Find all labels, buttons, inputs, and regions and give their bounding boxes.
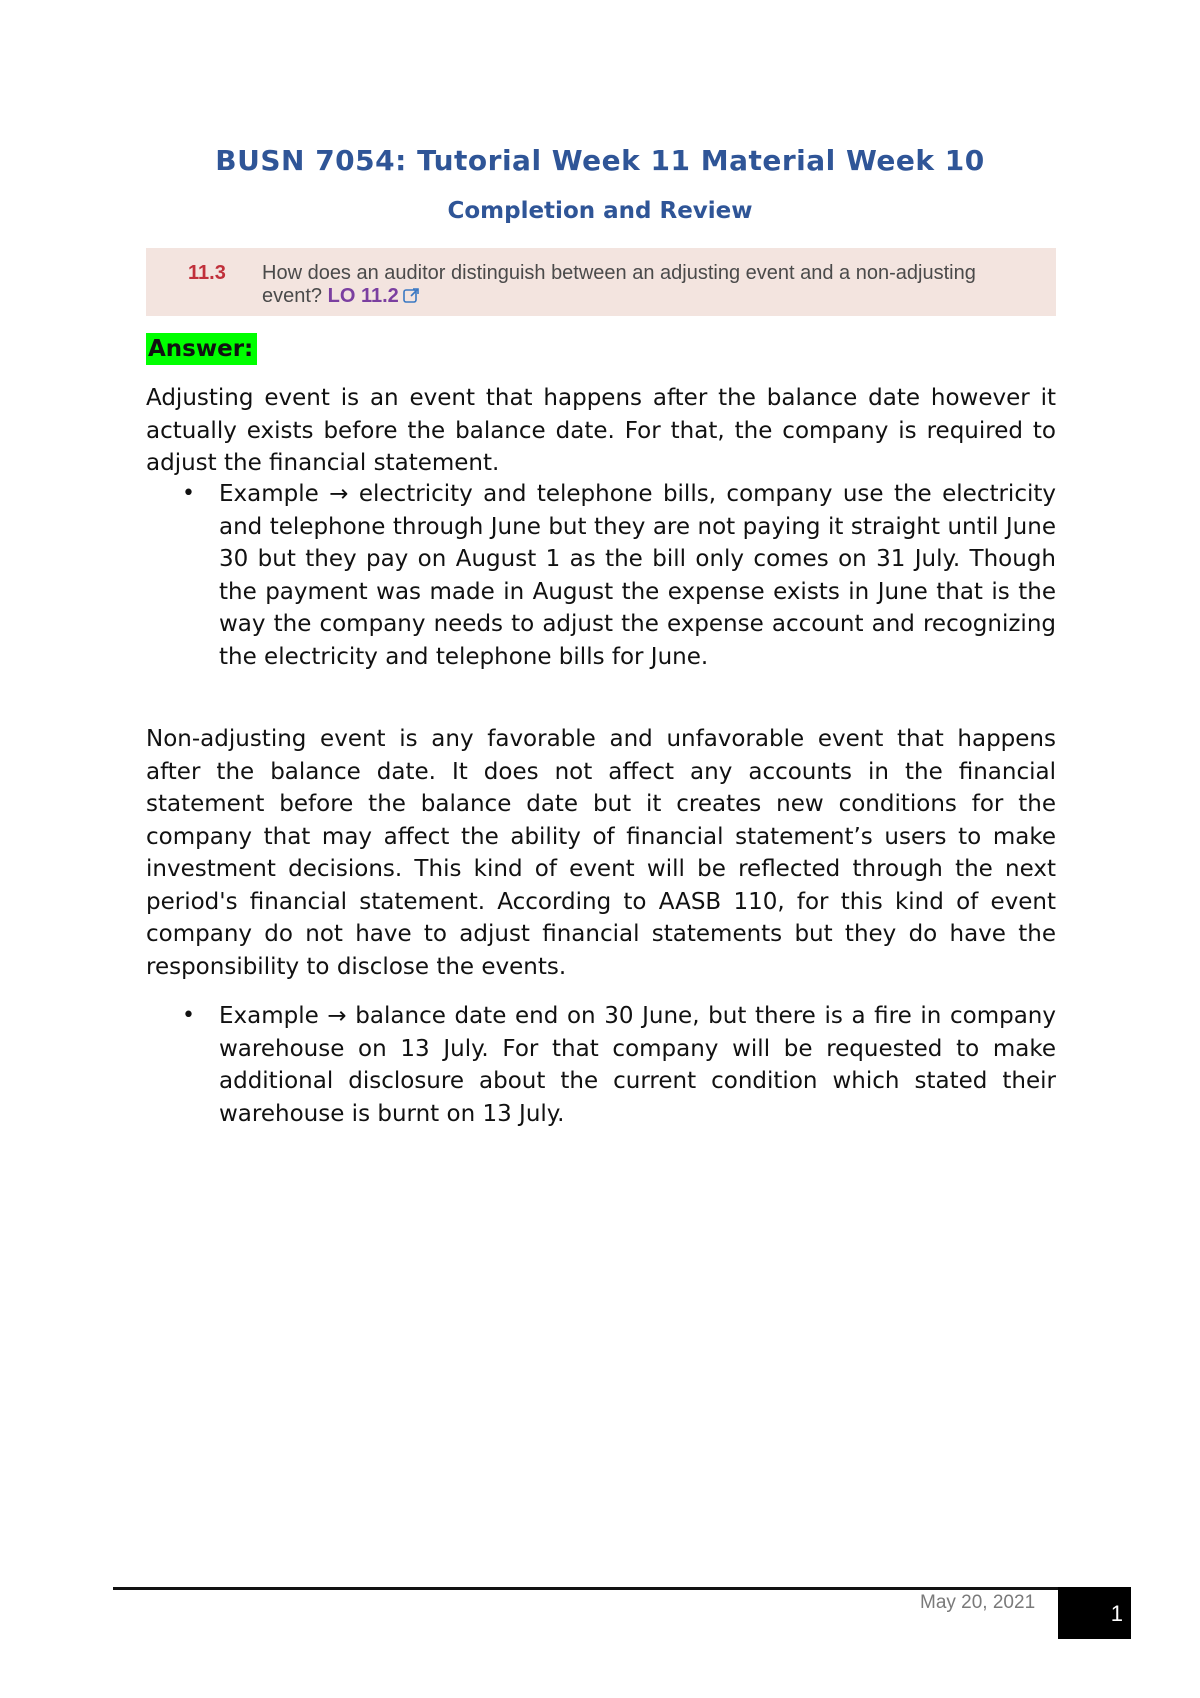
question-text-block	[262, 262, 1022, 308]
question-text: How does an auditor distinguish between an adjusting event and a non-adjusting event?	[262, 262, 976, 307]
question-number: 11.3	[188, 262, 226, 284]
adjusting-event-example: Example → electricity and telephone bills, company use the electricity and telephone through June but they are not paying it straight until June 30 but they pay on August 1 as the bill only comes on 31 July. Though the payment was made in August the expense exists in June that is the way the company needs to adjust the expense account and recognizing the electricity and telephone bills for June.	[219, 481, 1056, 670]
footer-divider	[113, 1587, 1058, 1590]
bullet-2-marker: •	[182, 1003, 195, 1028]
non-adjusting-event-paragraph: Non-adjusting event is any favorable and unfavorable event that happens after the balance date. It does not affect any accounts in the financial statement before the balance date but it creates new conditions for the company that may affect the ability of financial statement’s users to make investment decisions. This kind of event will be reflected through the next period's financial statement. According to AASB 110, for this kind of event company do not have to adjust financial statements but they do have the responsibility to disclose the events.	[146, 726, 1056, 980]
adjusting-event-paragraph: Adjusting event is an event that happens after the balance date however it actually exists before the balance date. For that, the company is required to adjust the financial statement.	[146, 385, 1056, 476]
learning-objective-label: LO 11.2	[327, 285, 399, 307]
learning-objective-link[interactable]	[328, 285, 420, 307]
question-box	[146, 248, 1056, 316]
answer-label: Answer:	[146, 333, 257, 365]
page-subtitle: Completion and Review	[447, 198, 753, 224]
bullet-1-marker: •	[182, 481, 195, 506]
footer-date: May 20, 2021	[920, 1592, 1036, 1613]
non-adjusting-event-example: Example → balance date end on 30 June, but there is a fire in company warehouse on 13 July. For that company will be requested to make additional disclosure about the current condition which stated their warehouse is burnt on 13 July.	[219, 1003, 1056, 1127]
external-link-icon[interactable]	[403, 287, 420, 304]
page-title: BUSN 7054: Tutorial Week 11 Material Week 10	[215, 144, 985, 177]
page-number: 1	[1110, 1601, 1123, 1626]
page-number-box	[1058, 1587, 1131, 1639]
